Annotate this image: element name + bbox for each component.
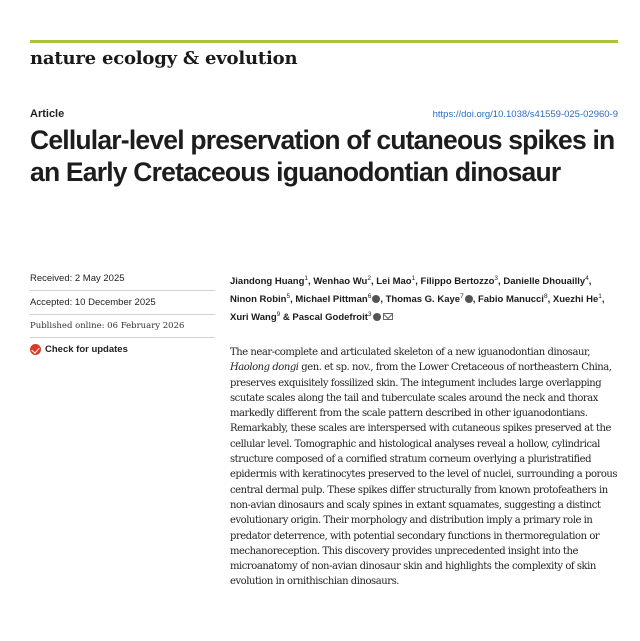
author-item	[313, 276, 376, 287]
doi-link[interactable]: https://doi.org/10.1038/s41559-025-02960-9	[432, 109, 618, 120]
author-item	[503, 276, 591, 287]
author-name[interactable]: Wenhao Wu	[313, 276, 368, 288]
author-affiliation: 1	[411, 275, 416, 282]
accepted-date: Accepted: 10 December 2025	[30, 297, 215, 315]
author-affiliation: 1	[598, 293, 602, 301]
author-affiliation: 3	[494, 275, 499, 282]
check-updates-label: Check for updates	[45, 344, 128, 355]
author-affiliation: 7	[460, 293, 464, 301]
author-item	[230, 276, 313, 287]
author-list	[230, 271, 620, 325]
journal-name[interactable]: nature ecology & evolution	[30, 48, 298, 69]
author-affiliation: 5	[286, 293, 291, 301]
author-affiliation: 8	[543, 293, 548, 301]
author-separator: ,	[290, 294, 296, 306]
author-separator: ,	[601, 294, 605, 306]
author-item	[478, 294, 553, 305]
publication-history	[30, 273, 215, 355]
author-affiliation: 2	[367, 275, 371, 282]
check-updates-icon	[30, 344, 41, 355]
author-item	[376, 276, 420, 287]
author-separator: ,	[308, 276, 314, 288]
author-item	[553, 294, 605, 305]
author-item	[230, 312, 292, 323]
author-separator: &	[280, 312, 293, 324]
author-affiliation: 9	[276, 311, 281, 319]
author-separator: ,	[380, 294, 386, 306]
received-date: Received: 2 May 2025	[30, 273, 215, 291]
author-item	[421, 276, 504, 287]
author-name[interactable]: Xuri Wang	[230, 312, 277, 324]
abstract-text-rest: gen. et sp. nov., from the Lower Cretaceous of northeastern China, preserves exquisitely fossilized skin. The integument includes large overlapping scutate scales along the tail and tuberculate scales around the neck and thorax markedly different from the scale pattern described in other iguanodontians. Remarkably, these scales are interspersed with cutaneous spikes preserved at the cellular level. Tomographic and histological analyses reveal a hollow, cylindrical structure composed of a cornified stratum corneum overlying a pluristratified epidermis with keratinocytes preserved to the level of nuclei, surrounding a porous central dermal pulp. These spikes differ structurally from known protofeathers in non-avian dinosaurs and scaly spines in extant squamates, suggesting a distinct evolutionary origin. Their morphology and distribution imply a primary role in predator deterrence, with potential secondary functions in thermoregulation or mechanoreception. This discovery provides unprecedented insight into the microanatomy of non-avian dinosaur skin and highlights the complexity of skin evolution in ornithischian dinosaurs.	[230, 362, 618, 588]
author-name[interactable]: Danielle Dhouailly	[503, 276, 586, 288]
author-separator: ,	[588, 276, 592, 288]
author-affiliation: 4	[585, 275, 589, 282]
author-name[interactable]: Ninon Robin	[230, 294, 287, 306]
check-for-updates-button[interactable]	[30, 344, 215, 355]
article-type: Article	[30, 108, 65, 120]
author-separator: ,	[498, 276, 504, 288]
author-separator: ,	[547, 294, 553, 306]
author-separator: ,	[415, 276, 421, 288]
author-name[interactable]: Michael Pittman	[295, 294, 368, 306]
author-name[interactable]: Fabio Manucci	[477, 294, 544, 306]
author-separator: ,	[370, 276, 377, 288]
abstract	[230, 345, 620, 590]
author-name[interactable]: Thomas G. Kaye	[385, 294, 461, 306]
author-separator: ,	[472, 294, 478, 306]
author-affiliation: 3	[367, 311, 372, 319]
author-item	[230, 294, 295, 305]
orcid-icon[interactable]	[465, 295, 473, 303]
email-icon[interactable]	[383, 313, 393, 320]
published-date: Published online: 06 February 2026	[30, 321, 215, 338]
journal-accent-bar	[30, 40, 618, 43]
author-item	[386, 294, 478, 305]
article-title: Cellular-level preservation of cutaneous spikes in an Early Cretaceous iguanodontian dinosaur	[30, 125, 615, 187]
author-name[interactable]: Pascal Godefroit	[292, 312, 368, 324]
author-item	[292, 312, 392, 323]
author-name[interactable]: Lei Mao	[376, 276, 412, 288]
author-affiliation: 6	[367, 293, 372, 301]
orcid-icon[interactable]	[373, 313, 381, 321]
abstract-text-start: The near-complete and articulated skeleton of a new iguanodontian dinosaur,	[230, 347, 590, 358]
author-item	[295, 294, 385, 305]
species-name: Haolong dongi	[230, 362, 299, 374]
author-name[interactable]: Jiandong Huang	[230, 276, 305, 288]
author-name[interactable]: Xuezhi He	[552, 294, 599, 306]
author-name[interactable]: Filippo Bertozzo	[420, 276, 495, 288]
author-affiliation: 1	[304, 275, 309, 282]
